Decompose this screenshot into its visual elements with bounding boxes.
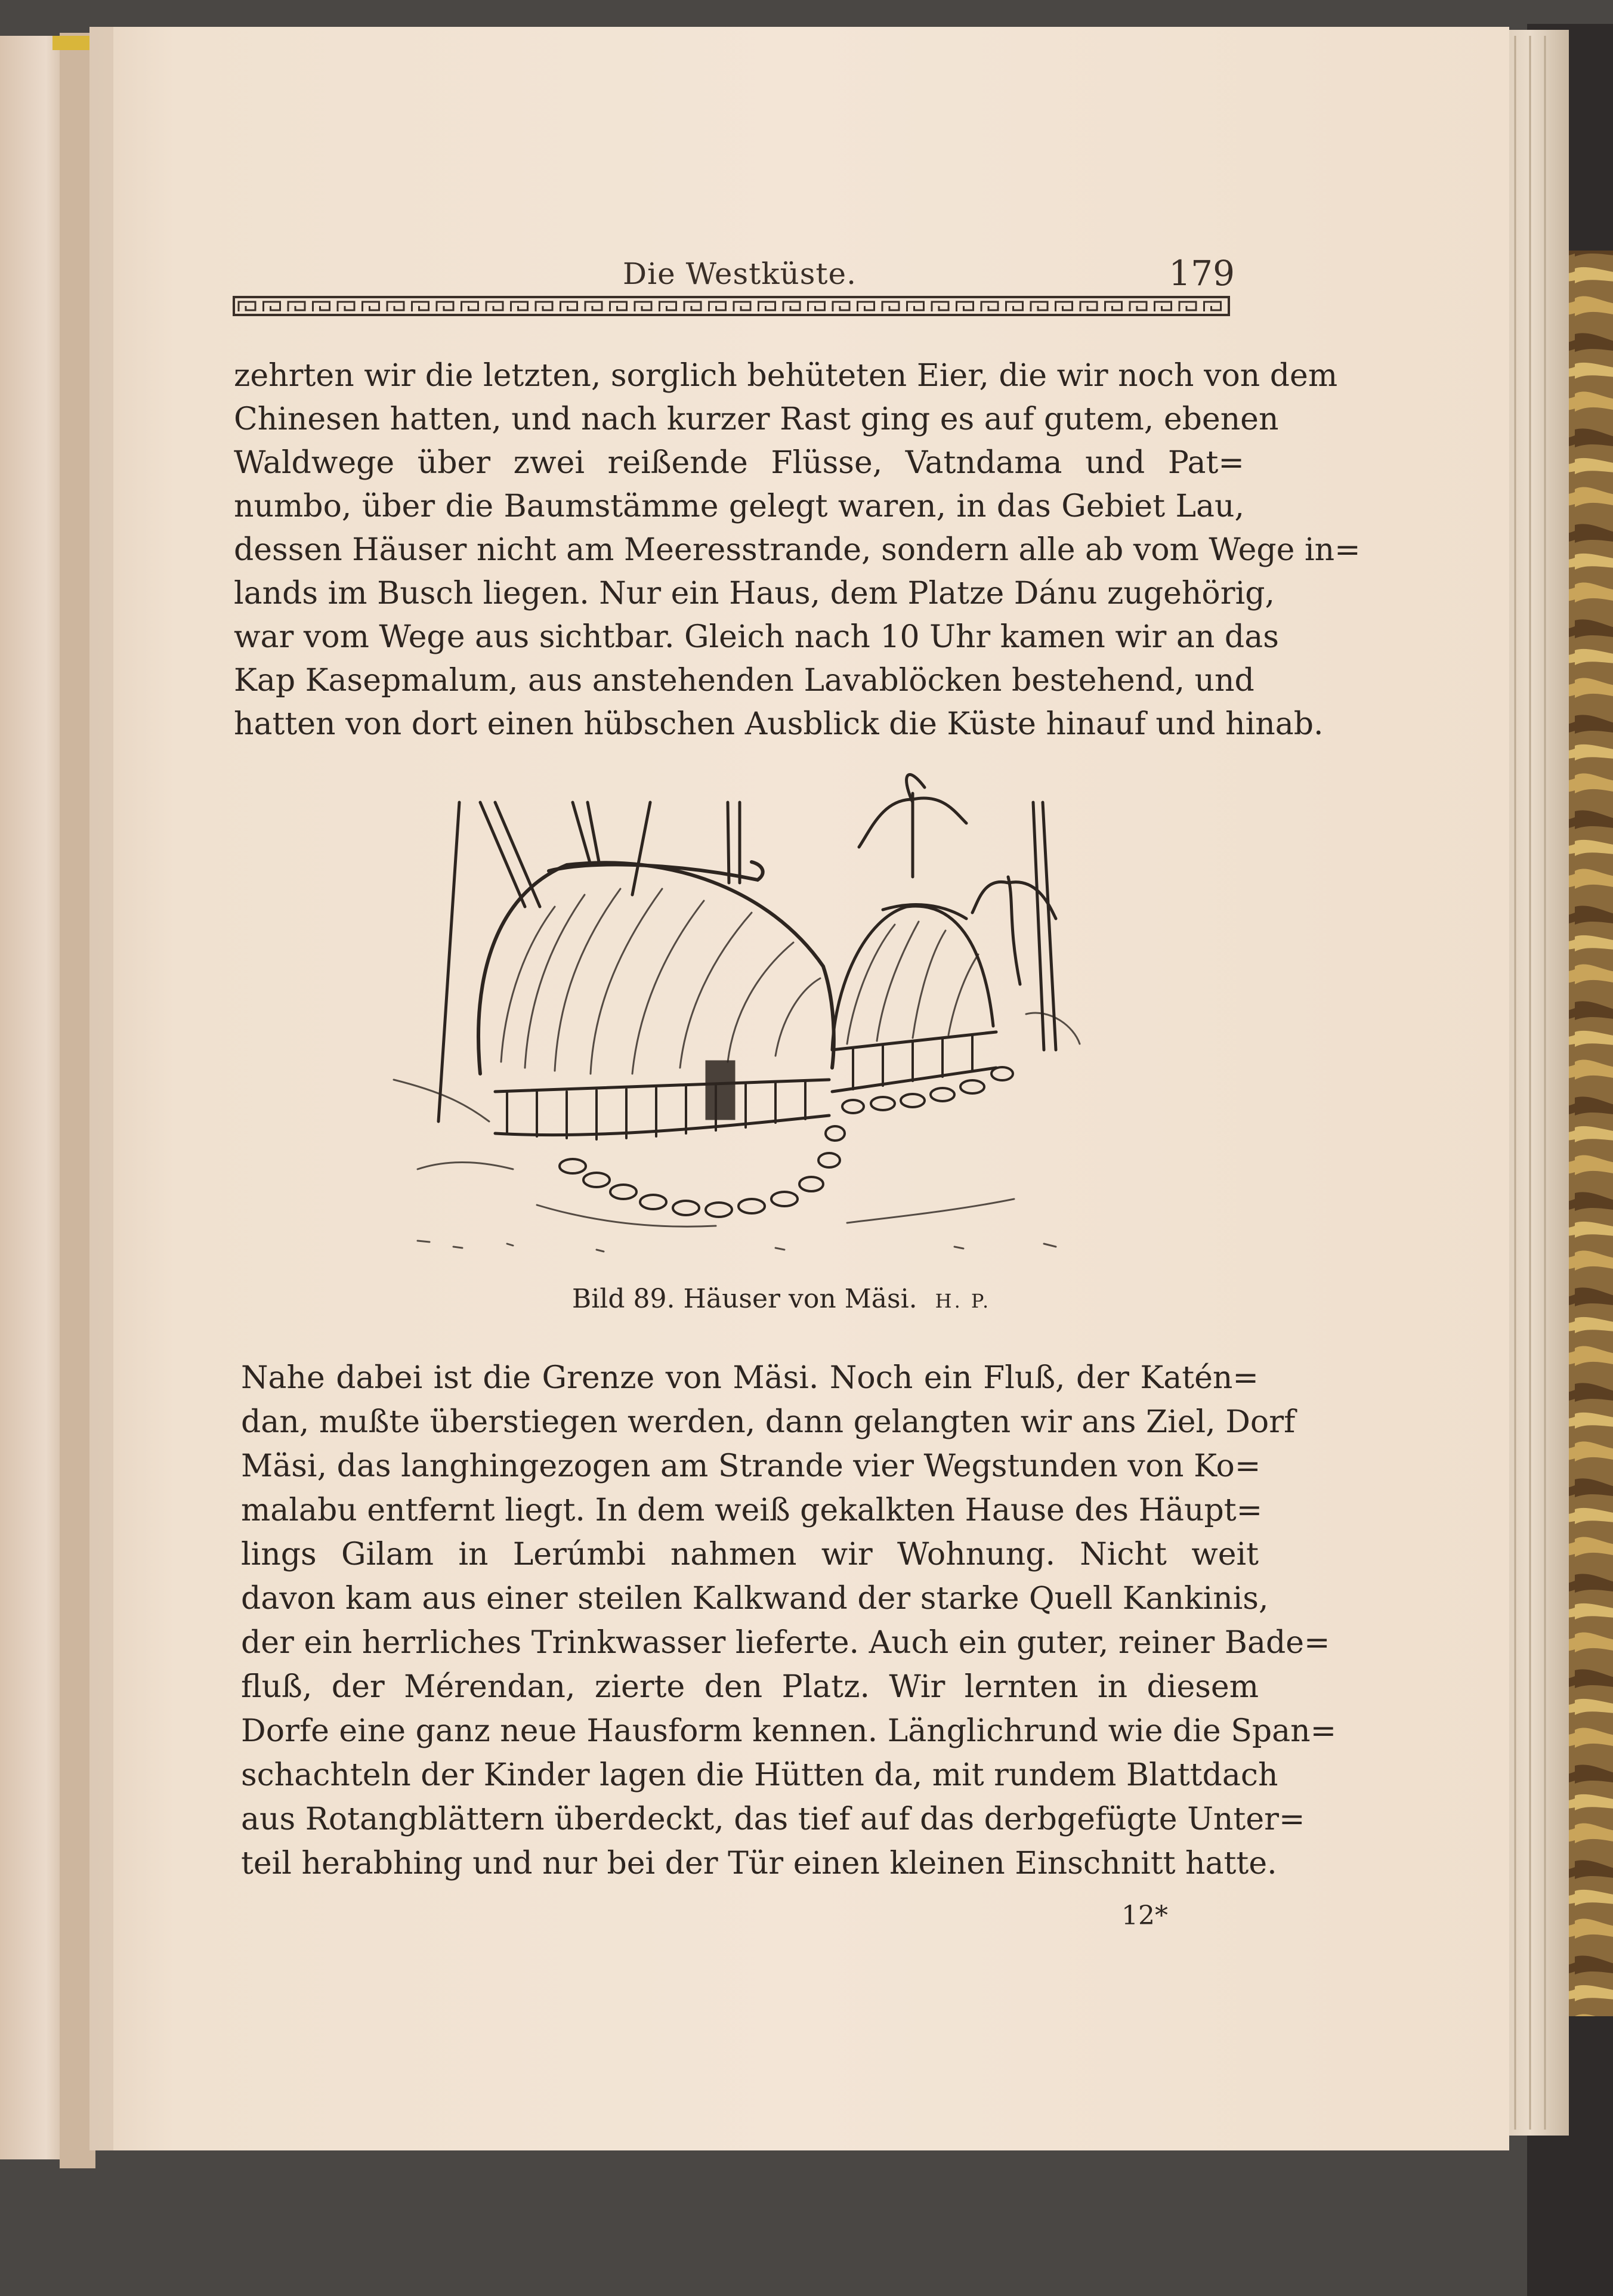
text-line: malabu entfernt liegt. In dem weiß gekalkten Hause des Häupt= xyxy=(241,1492,1263,1528)
page-number: 179 xyxy=(1169,253,1235,293)
text-line: Kap Kasepmalum, aus anstehenden Lavablöcken bestehend, und xyxy=(234,663,1254,699)
text-line: Chinesen hatten, und nach kurzer Rast ging es auf gutem, ebenen xyxy=(234,401,1279,437)
text-line: Nahe dabei ist die Grenze von Mäsi. Noch ein Fluß, der Katén= xyxy=(241,1360,1259,1396)
text-line: fluß, der Mérendan, zierte den Platz. Wir lernten in diesem xyxy=(241,1669,1259,1705)
figure-credit: H. P. xyxy=(935,1290,991,1312)
figure-caption-text: Bild 89. Häuser von Mäsi. xyxy=(571,1284,917,1314)
figure-caption xyxy=(513,1284,1050,1314)
text-line: schachteln der Kinder lagen die Hütten da, mit rundem Blattdach xyxy=(241,1757,1278,1793)
text-line: Waldwege über zwei reißende Flüsse, Vatndama und Pat= xyxy=(234,445,1244,481)
text-line: teil herabhing und nur bei der Tür einen kleinen Einschnitt hatte. xyxy=(241,1846,1277,1881)
signature-mark: 12* xyxy=(1121,1901,1168,1931)
running-head-title: Die Westküste. xyxy=(623,257,857,291)
text-line: lings Gilam in Lerúmbi nahmen wir Wohnung. Nicht weit xyxy=(241,1537,1259,1572)
text-line: lands im Busch liegen. Nur ein Haus, dem Platze Dánu zugehörig, xyxy=(234,576,1275,611)
text-line: hatten von dort einen hübschen Ausblick die Küste hinauf und hinab. xyxy=(234,706,1324,742)
text-line: dessen Häuser nicht am Meeresstrande, sondern alle ab vom Wege in= xyxy=(234,532,1361,568)
text-line: dan, mußte überstiegen werden, dann gelangten wir ans Ziel, Dorf xyxy=(241,1404,1296,1440)
text-line: Mäsi, das langhingezogen am Strande vier Wegstunden von Ko= xyxy=(241,1448,1261,1484)
text-line: der ein herrliches Trinkwasser lieferte. Auch ein guter, reiner Bade= xyxy=(241,1625,1330,1661)
text-line: war vom Wege aus sichtbar. Gleich nach 10 Uhr kamen wir an das xyxy=(234,619,1279,655)
text-line: Dorfe eine ganz neue Hausform kennen. Länglichrund wie die Span= xyxy=(241,1713,1337,1749)
text-line: aus Rotangblättern überdeckt, das tief auf das derbgefügte Unter= xyxy=(241,1801,1305,1837)
text-line: davon kam aus einer steilen Kalkwand der starke Quell Kankinis, xyxy=(241,1581,1269,1617)
text-line: numbo, über die Baumstämme gelegt waren, in das Gebiet Lau, xyxy=(234,489,1244,524)
text-line: zehrten wir die letzten, sorglich behüteten Eier, die wir noch von dem xyxy=(234,358,1338,394)
